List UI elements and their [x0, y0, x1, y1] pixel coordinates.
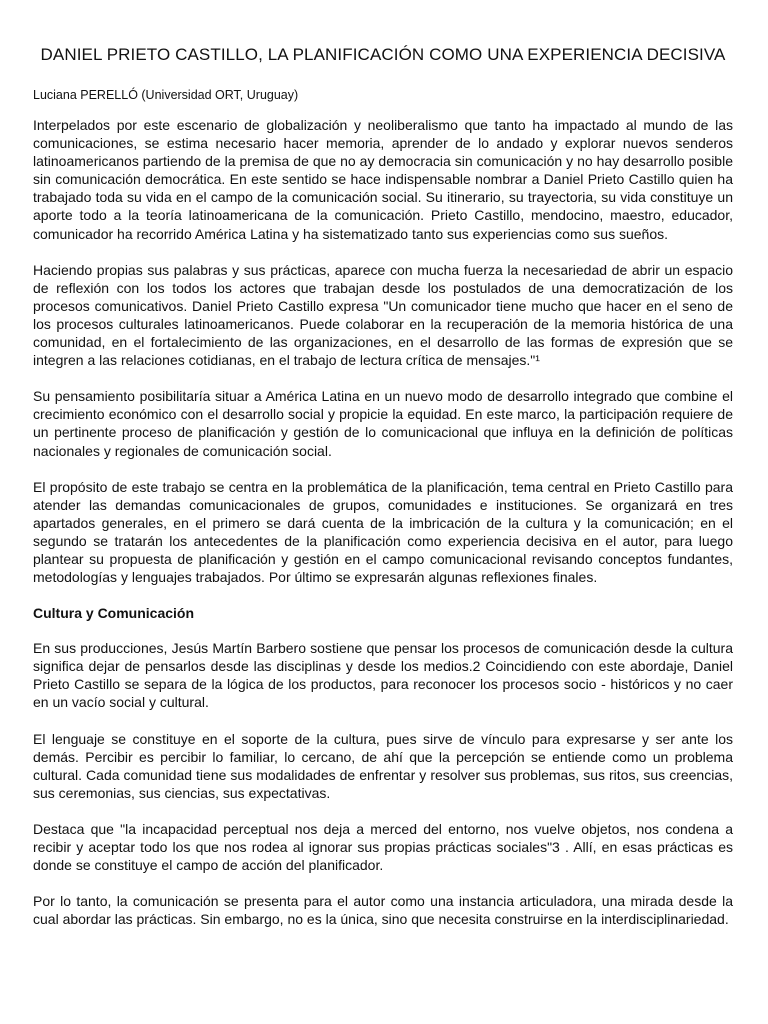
paragraph: Haciendo propias sus palabras y sus prácticas, aparece con mucha fuerza la necesariedad de abrir un espacio de reflexión con los todos los actores que trabajan desde los postulados de una democratización de los procesos comunicativos. Daniel Prieto Castillo expresa "Un comunicador tiene mucho que hacer en el seno de los procesos culturales latinoamericanos. Puede colaborar en la recuperación de la memoria histórica de una comunidad, en el fortalecimiento de las organizaciones, en el desarrollo de las formas de expresión que se integren a las relaciones cotidianas, en el trabajo de lectura crítica de mensajes."¹ [33, 261, 733, 369]
paragraph: En sus producciones, Jesús Martín Barbero sostiene que pensar los procesos de comunicación desde la cultura significa dejar de pensarlos desde las disciplinas y desde los medios.2 Coincidiendo con este abordaje, Daniel Prieto Castillo se separa de la lógica de los productos, para reconocer los procesos socio - históricos y no caer en un vacío social y cultural. [33, 640, 733, 711]
paragraph: Su pensamiento posibilitaría situar a América Latina en un nuevo modo de desarrollo integrado que combine el crecimiento económico con el desarrollo social y propicie la equidad. En este marco, la participación requiere de un pertinente proceso de planificación y gestión de lo comunicacional que influya en la definición de políticas nacionales y regionales de comunicación social. [33, 388, 733, 459]
paragraph: El lenguaje se constituye en el soporte de la cultura, pues sirve de vínculo para expresarse y ser ante los demás. Percibir es percibir lo familiar, lo cercano, de ahí que la percepción se entiende como un problema cultural. Cada comunidad tiene sus modalidades de enfrentar y resolver sus problemas, sus ritos, sus creencias, sus ceremonias, sus ciencias, sus expectativas. [33, 730, 733, 801]
paragraph: Por lo tanto, la comunicación se presenta para el autor como una instancia articuladora, una mirada desde la cual abordar las prácticas. Sin embargo, no es la única, sino que necesita construirse en la interdisciplinariedad. [33, 893, 733, 928]
document-page [33, 44, 733, 946]
paragraph: El propósito de este trabajo se centra en la problemática de la planificación, tema central en Prieto Castillo para atender las demandas comunicacionales de grupos, comunidades e instituciones. Se organizará en tres apartados generales, en el primero se dará cuenta de la imbricación de la cultura y la comunicación; en el segundo se tratarán los antecedentes de la planificación como experiencia decisiva en el autor, para luego plantear su propuesta de planificación y gestión en el campo comunicacional revisando conceptos fundantes, metodologías y lenguajes trabajados. Por último se expresarán algunas reflexiones finales. [33, 478, 733, 586]
paragraph: Destaca que "la incapacidad perceptual nos deja a merced del entorno, nos vuelve objetos, nos condena a recibir y aceptar todo los que nos rodea al ignorar sus propias prácticas sociales"3 . Allí, en esas prácticas es donde se constituye el campo de acción del planificador. [33, 820, 733, 874]
document-title: DANIEL PRIETO CASTILLO, LA PLANIFICACIÓN COMO UNA EXPERIENCIA DECISIVA [40, 45, 726, 64]
paragraph: Interpelados por este escenario de globalización y neoliberalismo que tanto ha impactado al mundo de las comunicaciones, se estima necesario hacer memoria, aprender de lo andado y explorar nuevos senderos latinoamericanos partiendo de la premisa de que no ay democracia sin comunicación y no hay desarrollo posible sin comunicación democrática. En este sentido se hace indispensable nombrar a Daniel Prieto Castillo quien ha trabajado toda su vida en el campo de la comunicación social. Su itinerario, su trayectoria, su vida constituye un aporte todo a la teoría latinoamericana de la comunicación. Prieto Castillo, mendocino, maestro, educador, comunicador ha recorrido América Latina y ha sistematizado tanto sus experiencias como sus sueños. [33, 117, 733, 242]
document-body [33, 116, 733, 928]
author-line: Luciana PERELLÓ (Universidad ORT, Uruguay) [33, 88, 299, 102]
section-heading: Cultura y Comunicación [33, 605, 195, 622]
